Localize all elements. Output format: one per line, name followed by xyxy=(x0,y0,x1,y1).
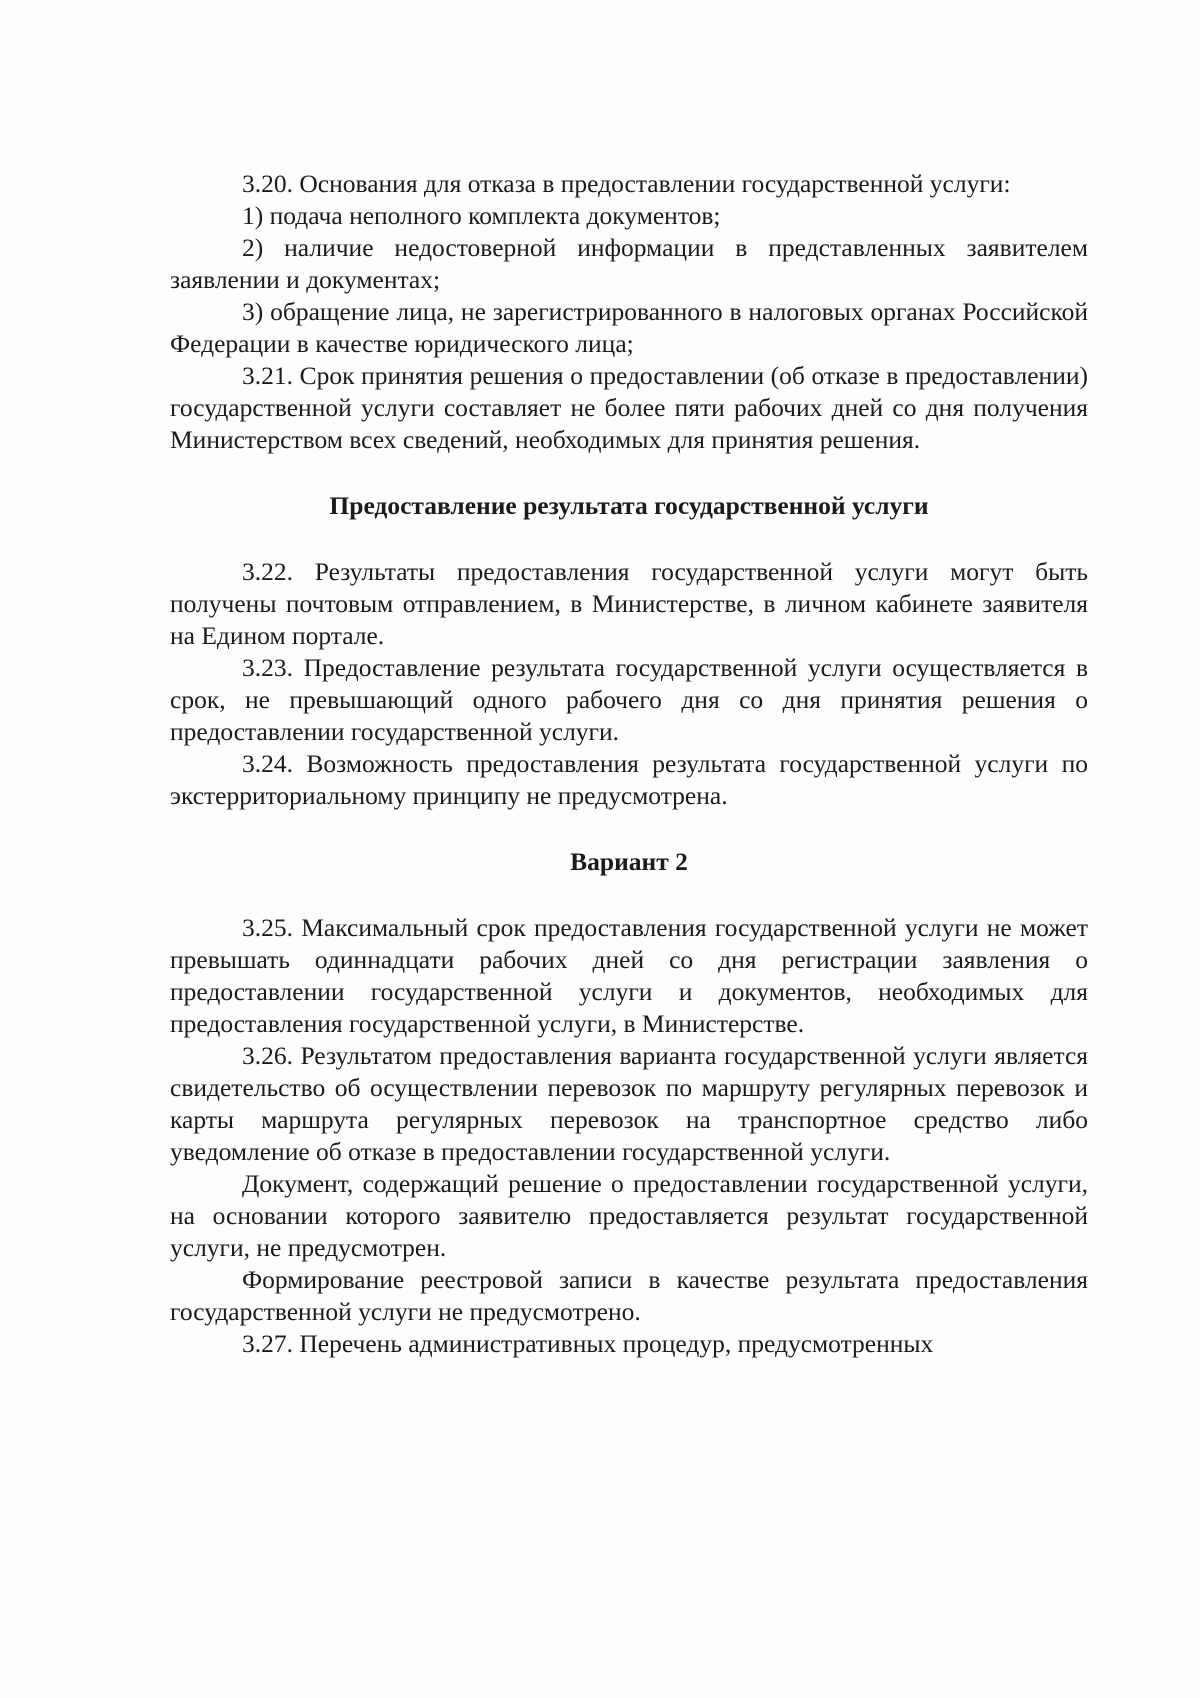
paragraph-3-21: 3.21. Срок принятия решения о предоставлении (об отказе в предоставлении) государственной услуги составляет не более пяти рабочих дней со дня получения Министерством всех сведений, необходимых для принятия решения. xyxy=(170,361,1088,454)
document-body xyxy=(170,168,1088,1360)
paragraph-document-decision: Документ, содержащий решение о предоставлении государственной услуги, на основании которого заявителю предоставляется результат государственной услуги, не предусмотрен. xyxy=(170,1169,1088,1262)
paragraph-registry-record: Формирование реестровой записи в качестве результата предоставления государственной услуги не предусмотрено. xyxy=(170,1265,1088,1326)
paragraph-3-26: 3.26. Результатом предоставления варианта государственной услуги является свидетельство об осуществлении перевозок по маршруту регулярных перевозок и карты маршрута регулярных перевозок на транспортное средство либо уведомление об отказе в предоставлении государственной услуги. xyxy=(170,1041,1088,1166)
paragraph-3-25: 3.25. Максимальный срок предоставления государственной услуги не может превышать одиннадцати рабочих дней со дня регистрации заявления о предоставлении государственной услуги и документов, необходимых для предоставления государственной услуги, в Министерстве. xyxy=(170,913,1088,1038)
paragraph-3-27: 3.27. Перечень административных процедур, предусмотренных xyxy=(242,1329,934,1358)
paragraph-3-20: 3.20. Основания для отказа в предоставлении государственной услуги: xyxy=(242,169,1011,198)
list-item-2: 2) наличие недостоверной информации в представленных заявителем заявлении и документах; xyxy=(170,233,1088,294)
list-item-3: 3) обращение лица, не зарегистрированного в налоговых органах Российской Федерации в качестве юридического лица; xyxy=(170,297,1088,358)
paragraph-3-23: 3.23. Предоставление результата государственной услуги осуществляется в срок, не превышающий одного рабочего дня со дня принятия решения о предоставлении государственной услуги. xyxy=(170,653,1088,746)
paragraph-3-24: 3.24. Возможность предоставления результата государственной услуги по экстерриториальному принципу не предусмотрена. xyxy=(170,749,1088,810)
section-heading-variant-2: Вариант 2 xyxy=(570,847,688,876)
list-item-1: 1) подача неполного комплекта документов; xyxy=(242,201,721,230)
paragraph-3-22: 3.22. Результаты предоставления государственной услуги могут быть получены почтовым отправлением, в Министерстве, в личном кабинете заявителя на Едином портале. xyxy=(170,557,1088,650)
section-heading-result: Предоставление результата государственной услуги xyxy=(329,491,929,520)
